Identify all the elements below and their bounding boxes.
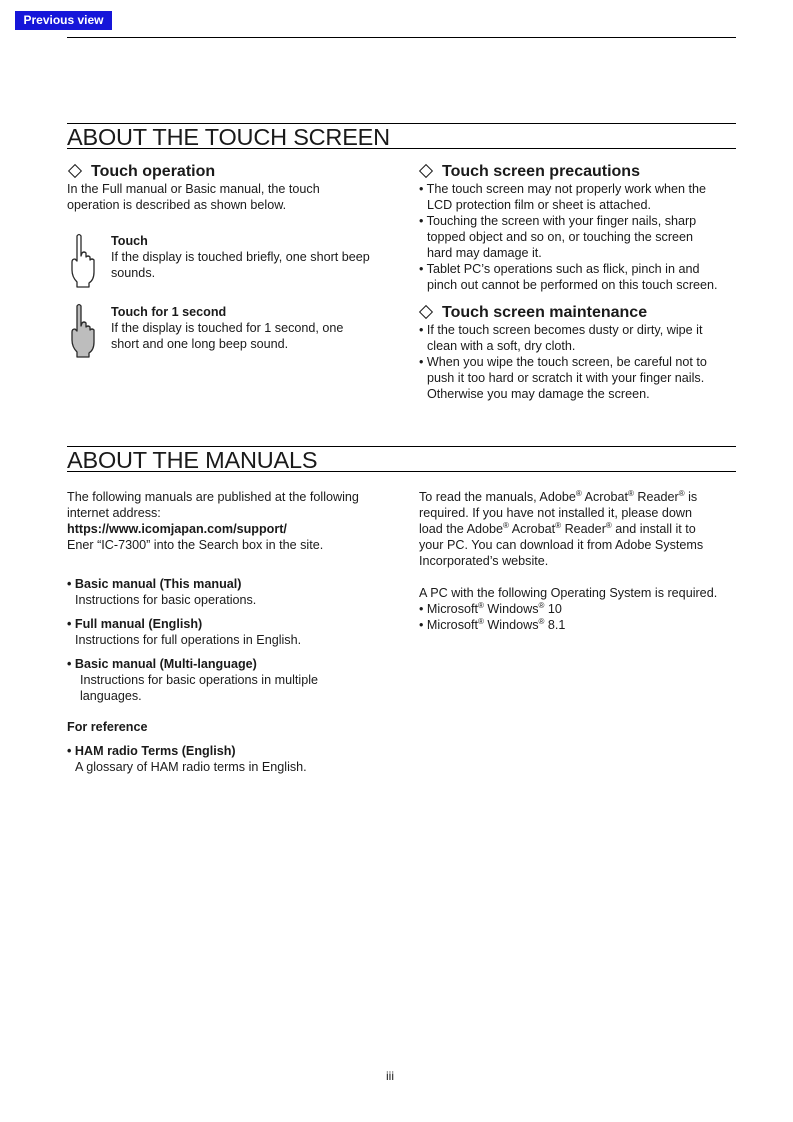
touch-description: Touch If the display is touched briefly, one short beep sounds. (111, 234, 370, 280)
section-rule-bottom (67, 148, 736, 149)
hand-touch-icon (68, 232, 102, 288)
support-url-link[interactable]: https://www.icomjapan.com/support/ (67, 522, 287, 536)
header-rule (67, 37, 736, 38)
touch-hold-title: Touch for 1 second (111, 305, 227, 319)
os-requirements: A PC with the following Operating System is required. • Microsoft® Windows® 10 • Microsoft® Windows® 8.1 (419, 586, 718, 632)
maintenance-heading: Touch screen maintenance (418, 304, 647, 322)
diamond-icon (419, 305, 433, 319)
os-item: • Microsoft® Windows® 10 (419, 601, 562, 616)
maintenance-list: • If the touch screen becomes dusty or dirty, wipe it clean with a soft, dry cloth. • When you wipe the touch screen, be careful not to push it too hard or scratch it with your finger nails. Otherwise you may damage the screen. (419, 323, 707, 401)
precautions-list: • The touch screen may not properly work when the LCD protection film or sheet is attached. • Touching the screen with your finger nails, sharp topped object and so on, or touching the screen hard may damage it. • Tablet PC’s operations such as flick, pinch in and pinch out cannot be performed on this touch screen. (419, 182, 718, 292)
reference-heading: For reference (67, 720, 148, 734)
section-rule-bottom (67, 471, 736, 472)
touch-operation-heading: Touch operation (67, 163, 215, 181)
manual-item: • Basic manual (Multi-language) Instructions for basic operations in multiple languages. (67, 657, 318, 703)
previous-view-button[interactable]: Previous view (15, 11, 112, 30)
touch-hold-description: Touch for 1 second If the display is touched for 1 second, one short and one long beep sound. (111, 305, 344, 351)
os-item: • Microsoft® Windows® 8.1 (419, 617, 566, 632)
diamond-icon (68, 164, 82, 178)
hand-touch-hold-icon (68, 302, 102, 358)
reader-note: To read the manuals, Adobe® Acrobat® Reader® is required. If you have not installed it, please down load the Adobe® Acrobat® Reader® and install it to your PC. You can download it from Adobe Systems Incorporated’s website. (419, 489, 704, 568)
section-title-manuals: ABOUT THE MANUALS (67, 447, 318, 473)
manual-item: • Basic manual (This manual) Instructions for basic operations. (67, 577, 257, 607)
section-title-touch-screen: ABOUT THE TOUCH SCREEN (67, 124, 390, 150)
manual-item: • Full manual (English) Instructions for full operations in English. (67, 617, 302, 647)
diamond-icon (419, 164, 433, 178)
manuals-intro: The following manuals are published at the following internet address: https://www.icomjapan.com/support/ Ener “IC-7300” into the Search box in the site. (67, 490, 359, 552)
search-note: Ener “IC-7300” into the Search box in the site. (67, 538, 324, 552)
touch-operation-intro: In the Full manual or Basic manual, the touch operation is described as shown below. (67, 182, 320, 212)
reference-item: • HAM radio Terms (English) A glossary of HAM radio terms in English. (67, 744, 307, 774)
page-number: iii (386, 1069, 394, 1083)
precautions-heading: Touch screen precautions (418, 163, 640, 181)
touch-title: Touch (111, 234, 148, 248)
